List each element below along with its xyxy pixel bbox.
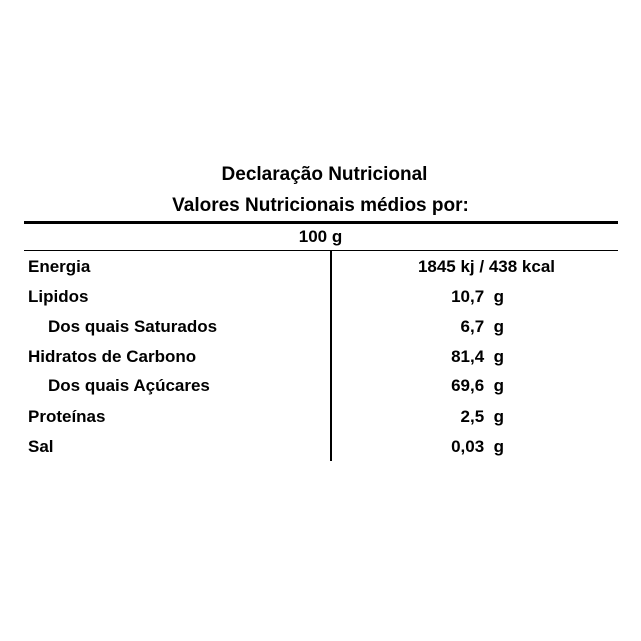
nutrient-value: 2,5 g — [460, 407, 504, 426]
thin-divider — [24, 250, 618, 251]
nutrient-name: Proteínas — [28, 407, 106, 426]
nutrient-value: 1845 kj / 438 kcal — [417, 257, 555, 276]
thick-divider — [24, 221, 618, 224]
nutrient-name: Energia — [28, 257, 91, 276]
nutrient-value: 0,03 g — [451, 437, 504, 456]
nutrient-row-saturated — [0, 316, 641, 340]
label-subtitle: Valores Nutricionais médios por: — [172, 195, 469, 216]
nutrient-value: 6,7 g — [460, 317, 504, 336]
nutrient-name: Dos quais Saturados — [48, 317, 218, 336]
nutrient-value: 69,6 g — [451, 376, 504, 395]
per-amount: 100 g — [298, 227, 343, 246]
nutrient-row-proteins — [0, 406, 641, 430]
nutrient-value: 81,4 g — [451, 347, 504, 366]
label-title: Declaração Nutricional — [221, 164, 428, 185]
nutrient-row-lipids — [0, 286, 641, 310]
nutrient-name: Sal — [28, 437, 54, 456]
nutrient-row-carbohydrates — [0, 346, 641, 370]
nutrient-name: Hidratos de Carbono — [28, 347, 197, 366]
nutrient-name: Dos quais Açúcares — [48, 376, 210, 395]
nutrient-row-energy — [0, 256, 641, 280]
nutrient-row-salt — [0, 436, 641, 460]
nutrient-name: Lipidos — [28, 287, 89, 306]
nutrient-row-sugars — [0, 375, 641, 399]
nutrient-value: 10,7 g — [451, 287, 504, 306]
